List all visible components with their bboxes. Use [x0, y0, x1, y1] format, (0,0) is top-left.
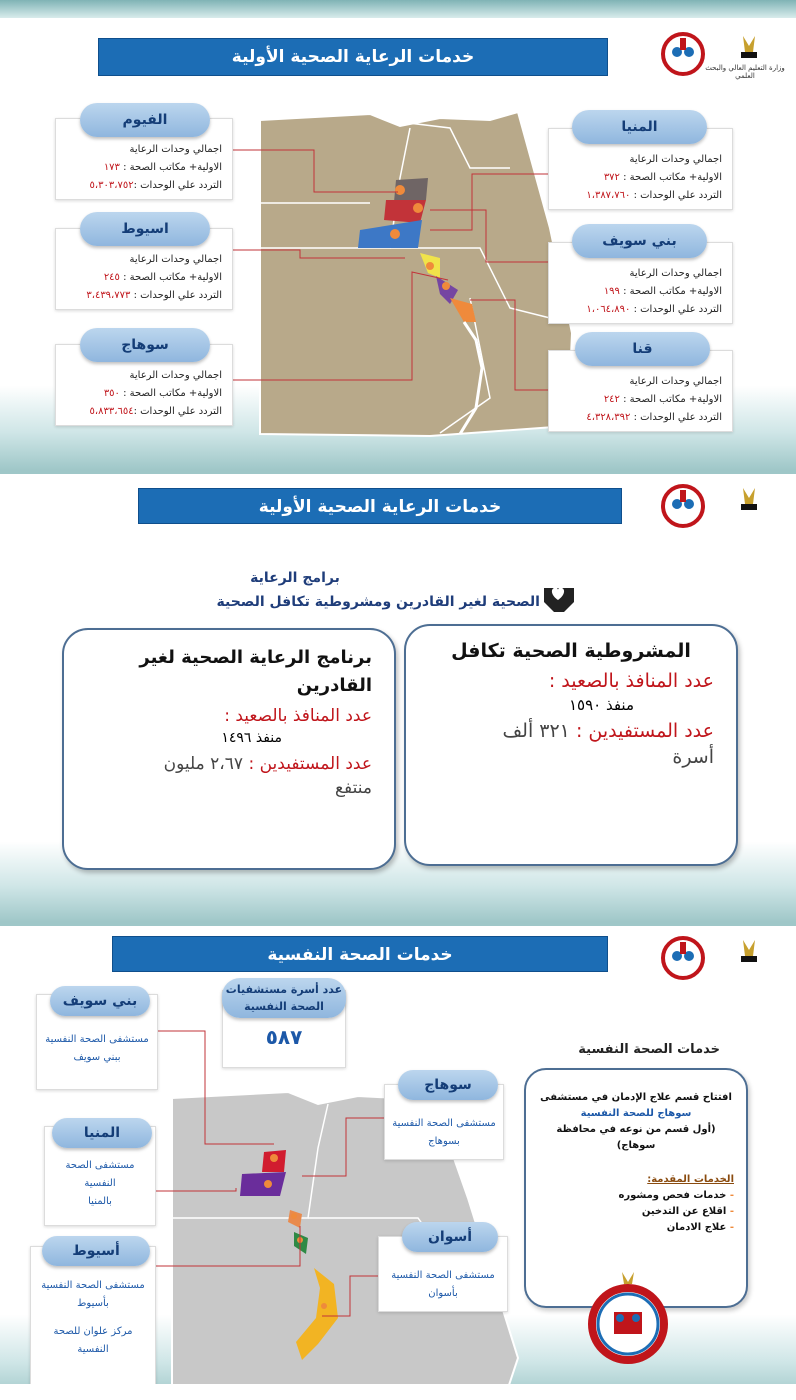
service-item: علاج الادمان — [666, 1222, 727, 1233]
outlets-value: منفذ ١٥٩٠ — [568, 696, 634, 714]
beneficiaries-value: ٢،٦٧ مليون — [163, 754, 244, 774]
beneficiaries-value: ٣٢١ ألف — [502, 720, 570, 742]
beneficiaries-unit: أسرة — [672, 746, 714, 768]
card-title: المشروطية الصحية تكافل — [451, 640, 691, 662]
mh-pill-sohag: سوهاج — [398, 1070, 498, 1100]
outlets-label: عدد المنافذ بالصعيد : — [548, 670, 714, 692]
beds-count-label: عدد أسرة مستشفيات الصحة النفسية — [222, 978, 346, 1018]
services-heading: خدمات الصحة النفسية — [578, 1042, 720, 1057]
programs-heading-1: برامج الرعاية — [250, 570, 340, 586]
mh-pill-minya: المنيا — [52, 1118, 152, 1148]
gov-pill-fayoum: الفيوم — [80, 103, 210, 137]
gov-card-qena: اجمالي وحدات الرعاية الاولية+ مكاتب الصحة : ٢٤٢ التردد علي الوحدات : ٤،٣٢٨،٣٩٢ — [548, 350, 733, 432]
gov-card-fayoum: اجمالي وحدات الرعاية الاولية+ مكاتب الصحة : ١٧٣ التردد علي الوحدات :٥،٣٠٣،٧٥٢ — [55, 118, 233, 200]
slide-title: خدمات الرعاية الصحية الأولية — [98, 38, 608, 76]
slide-mental-health — [0, 926, 796, 1400]
mh-card-minya: مستشفى الصحة النفسية بالمنيا — [44, 1126, 156, 1226]
beds-count-value: ٥٨٧ — [265, 1025, 303, 1049]
card-title: برنامج الرعاية الصحية لغير القادرين — [139, 647, 372, 696]
gov-card-beni-suef: اجمالي وحدات الرعاية الاولية+ مكاتب الصحة : ١٩٩ التردد علي الوحدات : ١،٠٦٤،٨٩٠ — [548, 242, 733, 324]
mh-card-beni-suef: مستشفى الصحة النفسية ببني سويف — [36, 994, 158, 1090]
gov-card-sohag: اجمالي وحدات الرعاية الاولية+ مكاتب الصحة : ٣٥٠ التردد علي الوحدات :٥،٨٣٣،٦٥٤ — [55, 344, 233, 426]
mh-card-sohag: مستشفى الصحة النفسية بسوهاج — [384, 1084, 504, 1160]
beneficiaries-label: عدد المستفيدين : — [575, 720, 714, 742]
mh-card-aswan: مستشفى الصحة النفسية بأسوان — [378, 1236, 508, 1312]
outlets-label: عدد المنافذ بالصعيد : — [224, 706, 372, 726]
slide-care-programs — [0, 474, 796, 922]
offered-heading: الخدمات المقدمة: — [647, 1174, 734, 1185]
gov-pill-qena: قنا — [575, 332, 710, 366]
outlets-value: منفذ ١٤٩٦ — [221, 730, 282, 746]
hands-heart-icon — [540, 574, 576, 614]
logo-caption: وزارة التعليم العالي والبحث العلمي — [705, 64, 785, 80]
gov-pill-minya: المنيا — [572, 110, 707, 144]
program-card-takaful — [404, 624, 738, 866]
service-item: خدمات فحص ومشوره — [618, 1190, 727, 1201]
slide-primary-care-map — [0, 0, 796, 470]
gov-card-assiut: اجمالي وحدات الرعاية الاولية+ مكاتب الصحة : ٢٤٥ التردد علي الوحدات : ٣،٤٣٩،٧٧٣ — [55, 228, 233, 310]
slide-title: خدمات الرعاية الصحية الأولية — [138, 488, 622, 524]
services-panel: افتتاح قسم علاج الإدمان في مستشفى سوهاج للصحة النفسية (أول قسم من نوعه في محافظة سوهاج) الخدمات المقدمة: - خدمات فحص ومشوره - اقلاع عن التدخين - علاج الادمان — [524, 1068, 748, 1308]
ministry-logos — [655, 480, 785, 536]
gov-card-minya: اجمالي وحدات الرعاية الاولية+ مكاتب الصحة : ٣٧٢ التردد علي الوحدات : ١،٣٨٧،٧٦٠ — [548, 128, 733, 210]
mh-pill-beni-suef: بني سويف — [50, 986, 150, 1016]
gov-pill-sohag: سوهاج — [80, 328, 210, 362]
beneficiaries-label: عدد المستفيدين : — [248, 754, 372, 774]
eagle-emblem — [743, 488, 755, 504]
mh-pill-assiut: أسيوط — [42, 1236, 150, 1266]
programs-heading-2: الصحية لغير القادرين ومشروطية تكافل الصحية — [216, 594, 540, 610]
slide-title: خدمات الصحة النفسية — [112, 936, 608, 972]
next-slide-edge — [0, 1384, 796, 1400]
mental-health-emblem — [582, 1268, 674, 1364]
mh-pill-aswan: أسوان — [402, 1222, 498, 1252]
mh-card-assiut: مستشفى الصحة النفسية بأسيوط مركز علوان للصحة النفسية — [30, 1246, 156, 1396]
beneficiaries-unit: منتفع — [334, 778, 372, 798]
gov-pill-beni-suef: بني سويف — [572, 224, 707, 258]
service-item: اقلاع عن التدخين — [641, 1206, 727, 1217]
program-card-low-income — [62, 628, 396, 870]
gov-pill-assiut: اسيوط — [80, 212, 210, 246]
